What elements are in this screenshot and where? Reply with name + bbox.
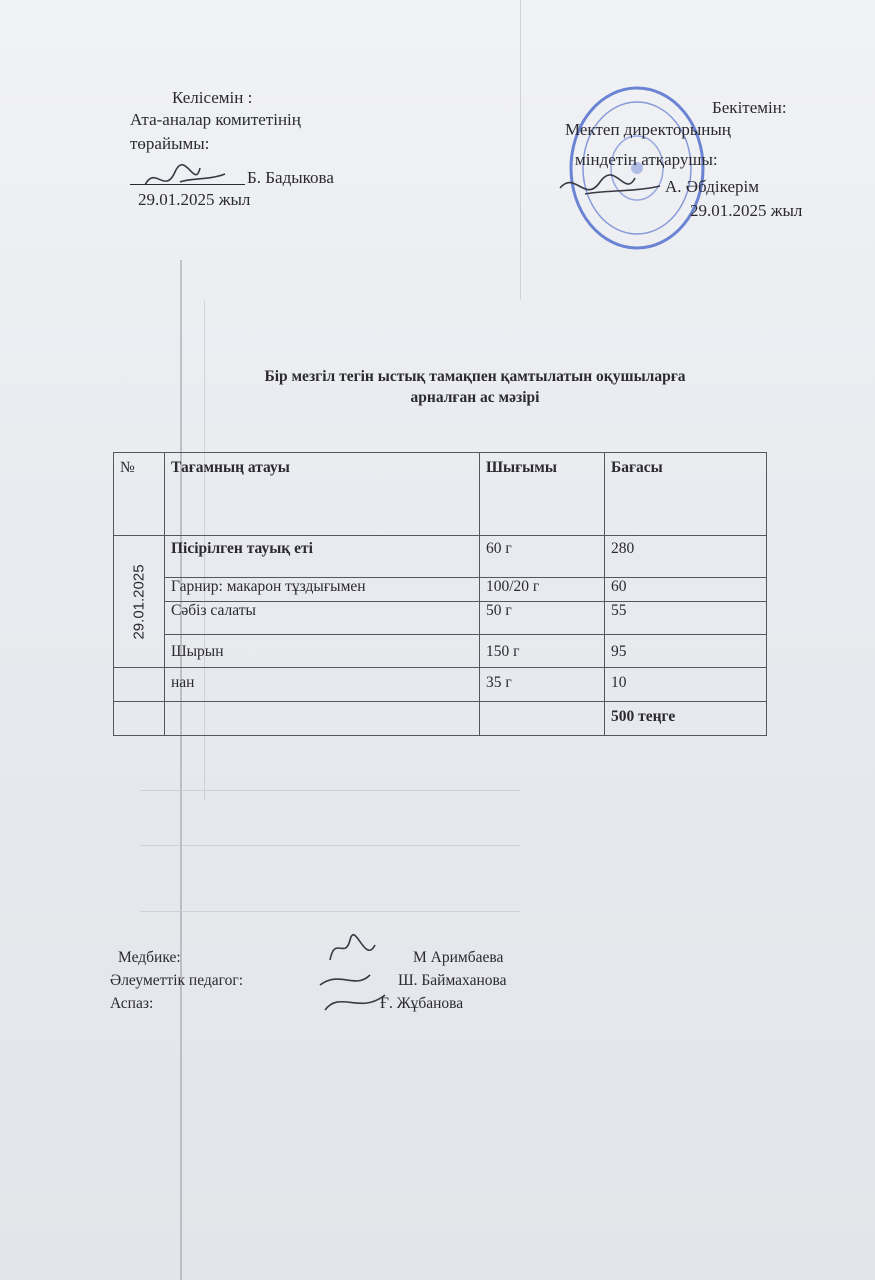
empty-cell <box>114 702 165 736</box>
menu-table <box>113 452 767 736</box>
table-header-row <box>114 453 767 536</box>
dish-name: Пісірілген тауық еті <box>165 536 480 578</box>
table-row <box>114 578 767 602</box>
scan-streak <box>180 260 182 1280</box>
empty-cell <box>480 702 605 736</box>
approval-right-date: 29.01.2025 жыл <box>690 201 803 220</box>
dish-name: Шырын <box>165 635 480 668</box>
table-row <box>114 668 767 702</box>
dish-price: 280 <box>605 536 767 578</box>
dish-yield: 50 г <box>480 602 605 635</box>
table-row <box>114 536 767 578</box>
empty-cell <box>165 702 480 736</box>
table-row <box>114 635 767 668</box>
total-price: 500 теңге <box>605 702 767 736</box>
title-line-1: Бір мезгіл тегін ыстық тамақпен қамтылатын оқушыларға <box>264 368 686 385</box>
empty-cell <box>114 668 165 702</box>
table-total-row <box>114 702 767 736</box>
dish-name: нан <box>165 668 480 702</box>
approval-right-line1: Мектеп директорының <box>565 120 731 139</box>
bleed-through <box>140 790 520 912</box>
signature-right <box>555 168 665 208</box>
approval-left-line1: Ата-аналар комитетінің <box>130 110 301 129</box>
approval-right-name: А. Әбдікерім <box>665 177 760 196</box>
dish-price: 55 <box>605 602 767 635</box>
dish-yield: 150 г <box>480 635 605 668</box>
scan-streak <box>520 0 521 300</box>
name-social-pedagogue: Ш. Баймаханова <box>398 972 507 989</box>
approval-right-line2: міндетін атқарушы: <box>575 150 718 169</box>
name-cook: Ғ. Жұбанова <box>380 995 464 1012</box>
approval-left-name: Б. Бадыкова <box>247 168 334 187</box>
approval-left-label: Келісемін : <box>172 88 253 107</box>
dish-price: 95 <box>605 635 767 668</box>
dish-yield: 60 г <box>480 536 605 578</box>
role-social-pedagogue: Әлеуметтік педагог: <box>110 972 244 989</box>
dish-yield: 100/20 г <box>480 578 605 602</box>
header-yield: Шығымы <box>480 453 605 536</box>
dish-name: Сәбіз салаты <box>165 602 480 635</box>
date-cell <box>114 536 165 668</box>
dish-price: 60 <box>605 578 767 602</box>
menu-date: 29.01.2025 <box>130 563 148 640</box>
header-number: № <box>114 453 165 536</box>
approval-right-label: Бекітемін: <box>712 98 787 117</box>
approval-left-line2: төрайымы: <box>130 134 210 153</box>
header-dish-name: Тағамның атауы <box>165 453 480 536</box>
approval-left-date: 29.01.2025 жыл <box>138 190 251 209</box>
dish-yield: 35 г <box>480 668 605 702</box>
title-line-2: арналған ас мәзірі <box>410 389 540 406</box>
document-title <box>150 366 800 408</box>
header-price: Бағасы <box>605 453 767 536</box>
name-nurse: М Аримбаева <box>413 949 504 966</box>
role-cook: Аспаз: <box>110 995 154 1012</box>
dish-name: Гарнир: макарон тұздығымен <box>165 578 480 602</box>
dish-price: 10 <box>605 668 767 702</box>
signatures-handwritten <box>310 930 400 1020</box>
table-row <box>114 602 767 635</box>
bleed-through <box>140 845 520 846</box>
role-nurse: Медбике: <box>118 949 181 966</box>
